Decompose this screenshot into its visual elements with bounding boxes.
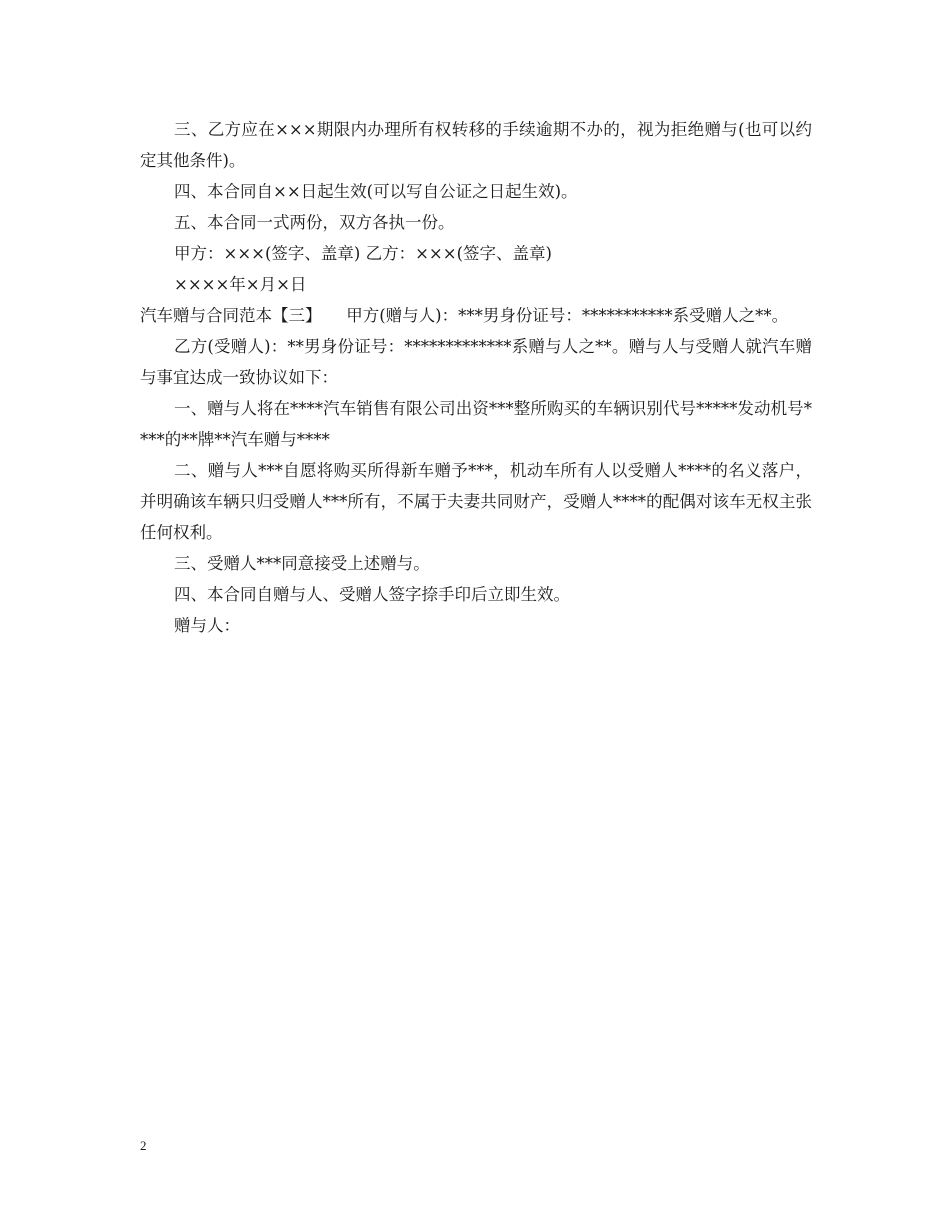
paragraph: 三、乙方应在×××期限内办理所有权转移的手续逾期不办的，视为拒绝赠与(也可以约定其他条件)。	[140, 120, 812, 170]
paragraph: 二、赠与人***自愿将购买所得新车赠予***，机动车所有人以受赠人****的名义落户，并明确该车辆只归受赠人***所有，不属于夫妻共同财产，受赠人****的配偶对该车无权主张任何权利。	[140, 461, 812, 542]
date-line: ××××年×月×日	[174, 275, 307, 294]
signature-line: 甲方：×××(签字、盖章) 乙方：×××(签字、盖章)	[174, 244, 552, 263]
section-heading-paragraph: 汽车赠与合同范本【三】 甲方(赠与人)：***男身份证号：***********系受赠人之**。	[140, 306, 789, 325]
paragraph: 四、本合同自赠与人、受赠人签字捺手印后立即生效。	[174, 585, 570, 604]
page-number: 2	[140, 1138, 147, 1153]
paragraph: 一、赠与人将在****汽车销售有限公司出资***整所购买的车辆识别代号*****发动机号****的**牌**汽车赠与****	[140, 399, 812, 449]
paragraph: 三、受赠人***同意接受上述赠与。	[174, 554, 430, 573]
signature-label: 赠与人：	[174, 616, 240, 635]
paragraph: 五、本合同一式两份，双方各执一份。	[174, 213, 455, 232]
document-body	[140, 114, 812, 641]
paragraph: 四、本合同自××日起生效(可以写自公证之日起生效)。	[174, 182, 578, 201]
paragraph: 乙方(受赠人)：**男身份证号：*************系赠与人之**。赠与人与受赠人就汽车赠与事宜达成一致协议如下：	[140, 337, 812, 387]
